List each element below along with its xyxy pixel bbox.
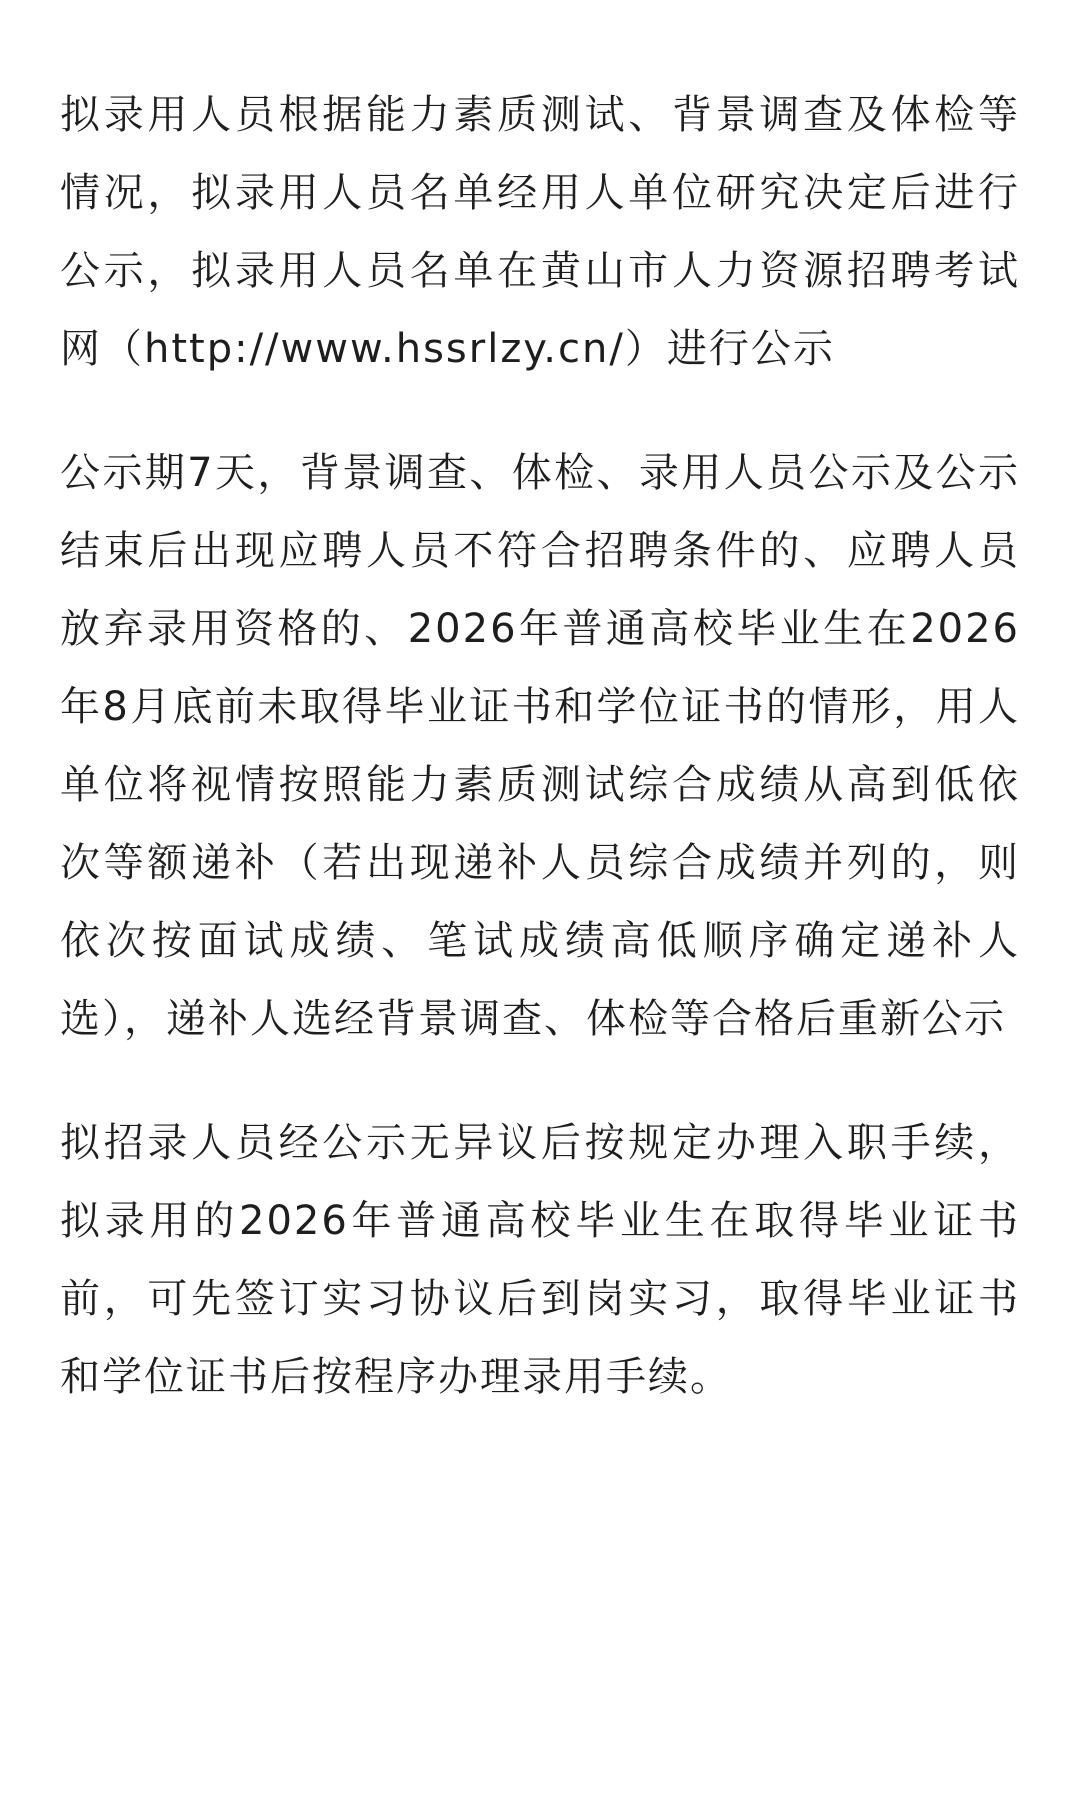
paragraph-replacement-rules: 公示期7天，背景调查、体检、录用人员公示及公示结束后出现应聘人员不符合招聘条件的、应聘人员放弃录用资格的、2026年普通高校毕业生在2026年8月底前未取得毕业证书和学位证书的情形，用人单位将视情按照能力素质测试综合成绩从高到低依次等额递补（若出现递补人员综合成绩并列的，则依次按面试成绩、笔试成绩高低顺序确定递补人选），递补人选经背景调查、体检等合格后重新公示 (60, 450, 1020, 1042)
paragraph-onboarding: 拟招录人员经公示无异议后按规定办理入职手续，拟录用的2026年普通高校毕业生在取得毕业证书前，可先签订实习协议后到岗实习，取得毕业证书和学位证书后按程序办理录用手续。 (60, 1120, 1020, 1400)
paragraph-publicity-list: 拟录用人员根据能力素质测试、背景调查及体检等情况，拟录用人员名单经用人单位研究决定后进行公示，拟录用人员名单在黄山市人力资源招聘考试网（http://www.hssrlzy.cn/）进行公示 (60, 92, 1020, 372)
